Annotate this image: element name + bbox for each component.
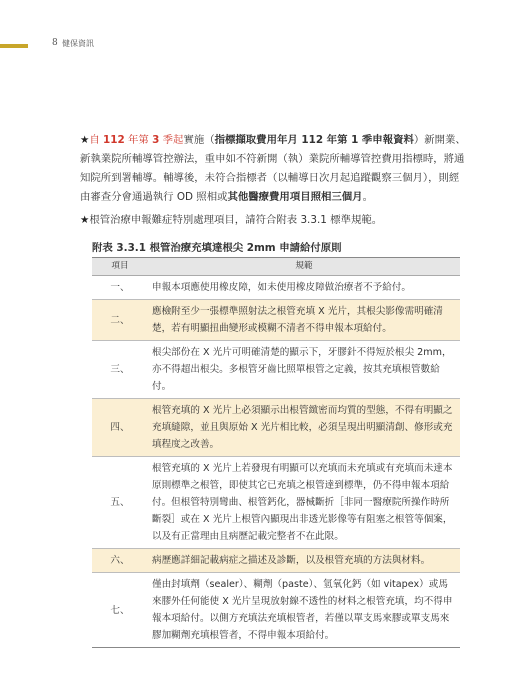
note-1-seg-0: 自 — [89, 134, 104, 146]
table-header-row — [92, 258, 460, 276]
table-row — [92, 399, 460, 457]
row-number: 五、 — [92, 457, 148, 549]
row-number: 四、 — [92, 399, 148, 457]
row-number: 七、 — [92, 573, 148, 648]
table-row — [92, 573, 460, 648]
table-row — [92, 300, 460, 341]
section-name: 健保資訊 — [62, 39, 94, 48]
note-1-seg-3: 3 — [152, 134, 160, 146]
row-number: 六、 — [92, 549, 148, 573]
row-text: 根管充填的 X 光片上若發現有明顯可以充填而未充填或有充填而未達本原則標準之根管，即使其它已充填之根管達到標準，仍不得申報本項給付。但根管特別彎曲、根管鈣化，器械斷折［非同一醫療院所操作時所斷裂］或在 X 光片上根管內顯現出非透光影像等有阻塞之根管等個案，以及有正當理由且病歷記載完整者不在此限。 — [148, 457, 460, 549]
note-1-seg-2: 年第 — [124, 134, 153, 146]
note-1-seg-5: 實施（ — [183, 134, 215, 146]
note-1-seg-8: 其他醫療費用項目照相三個月 — [227, 191, 363, 203]
note-1-seg-9: 。 — [362, 191, 373, 203]
note-1 — [80, 131, 466, 207]
header-item: 項目 — [92, 258, 148, 276]
row-text: 根尖部份在 X 光片可明確清楚的顯示下，牙膠針不得短於根尖 2mm，亦不得超出根尖。多根管牙齒比照單根管之定義，按其充填根管數給付。 — [148, 341, 460, 399]
row-number: 三、 — [92, 341, 148, 399]
star-icon: ★ — [80, 134, 90, 146]
page-number: 8 — [52, 38, 58, 48]
note-1-seg-4: 季起 — [159, 134, 184, 146]
note-1-seg-1: 112 — [103, 134, 125, 146]
note-2 — [80, 211, 466, 230]
row-text: 僅由封填劑（sealer）、糊劑（paste）、氫氧化鈣（如 vitapex）或馬來膠外任何能使 X 光片呈現放射線不透性的材料之根管充填，均不得申報本項給付。以側方充填法充填根管者，若僅以單支馬來膠或單支馬來膠加糊劑充填根管者，不得申報本項給付。 — [148, 573, 460, 648]
table-row — [92, 549, 460, 573]
row-text: 根管充填的 X 光片上必須顯示出根管緻密而均質的型態，不得有明顯之充填縫隙，並且與原始 X 光片相比較，必須呈現出明顯清創、修形或充填程度之改善。 — [148, 399, 460, 457]
row-text: 申報本項應使用橡皮障，如未使用橡皮障做治療者不予給付。 — [148, 276, 460, 300]
table-row — [92, 276, 460, 300]
table-row — [92, 457, 460, 549]
note-1-seg-7: ）新開業、新執業院所輔導管控辦法，重申如不符新開（執）業院所輔導管控費用指標時，將通知院所到署輔導。輔導後，未符合指標者（以輔導日次月起追蹤觀察三個月），則經由審查分會通過執行 OD 照相或 — [80, 134, 466, 203]
header-rule: 規範 — [148, 258, 460, 276]
note-1-seg-6: 指標擷取費用年月 112 年第 1 季申報資料 — [214, 134, 414, 146]
table-row — [92, 341, 460, 399]
page-accent-bar — [0, 44, 28, 48]
star-icon: ★ — [80, 214, 90, 226]
criteria-table — [92, 257, 460, 648]
table-title: 附表 3.3.1 根管治療充填達根尖 2mm 申請給付原則 — [92, 242, 342, 254]
row-number: 二、 — [92, 300, 148, 341]
note-2-seg-0: 根管治療申報難症特別處理項目，請符合附表 3.3.1 標準規範。 — [89, 214, 383, 226]
row-text: 應檢附至少一張標準照射法之根管充填 X 光片，其根尖影像需明確清楚，若有明顯扭曲變形或模糊不清者不得申報本項給付。 — [148, 300, 460, 341]
row-text: 病歷應詳細記載病症之描述及診斷，以及根管充填的方法與材料。 — [148, 549, 460, 573]
row-number: 一、 — [92, 276, 148, 300]
